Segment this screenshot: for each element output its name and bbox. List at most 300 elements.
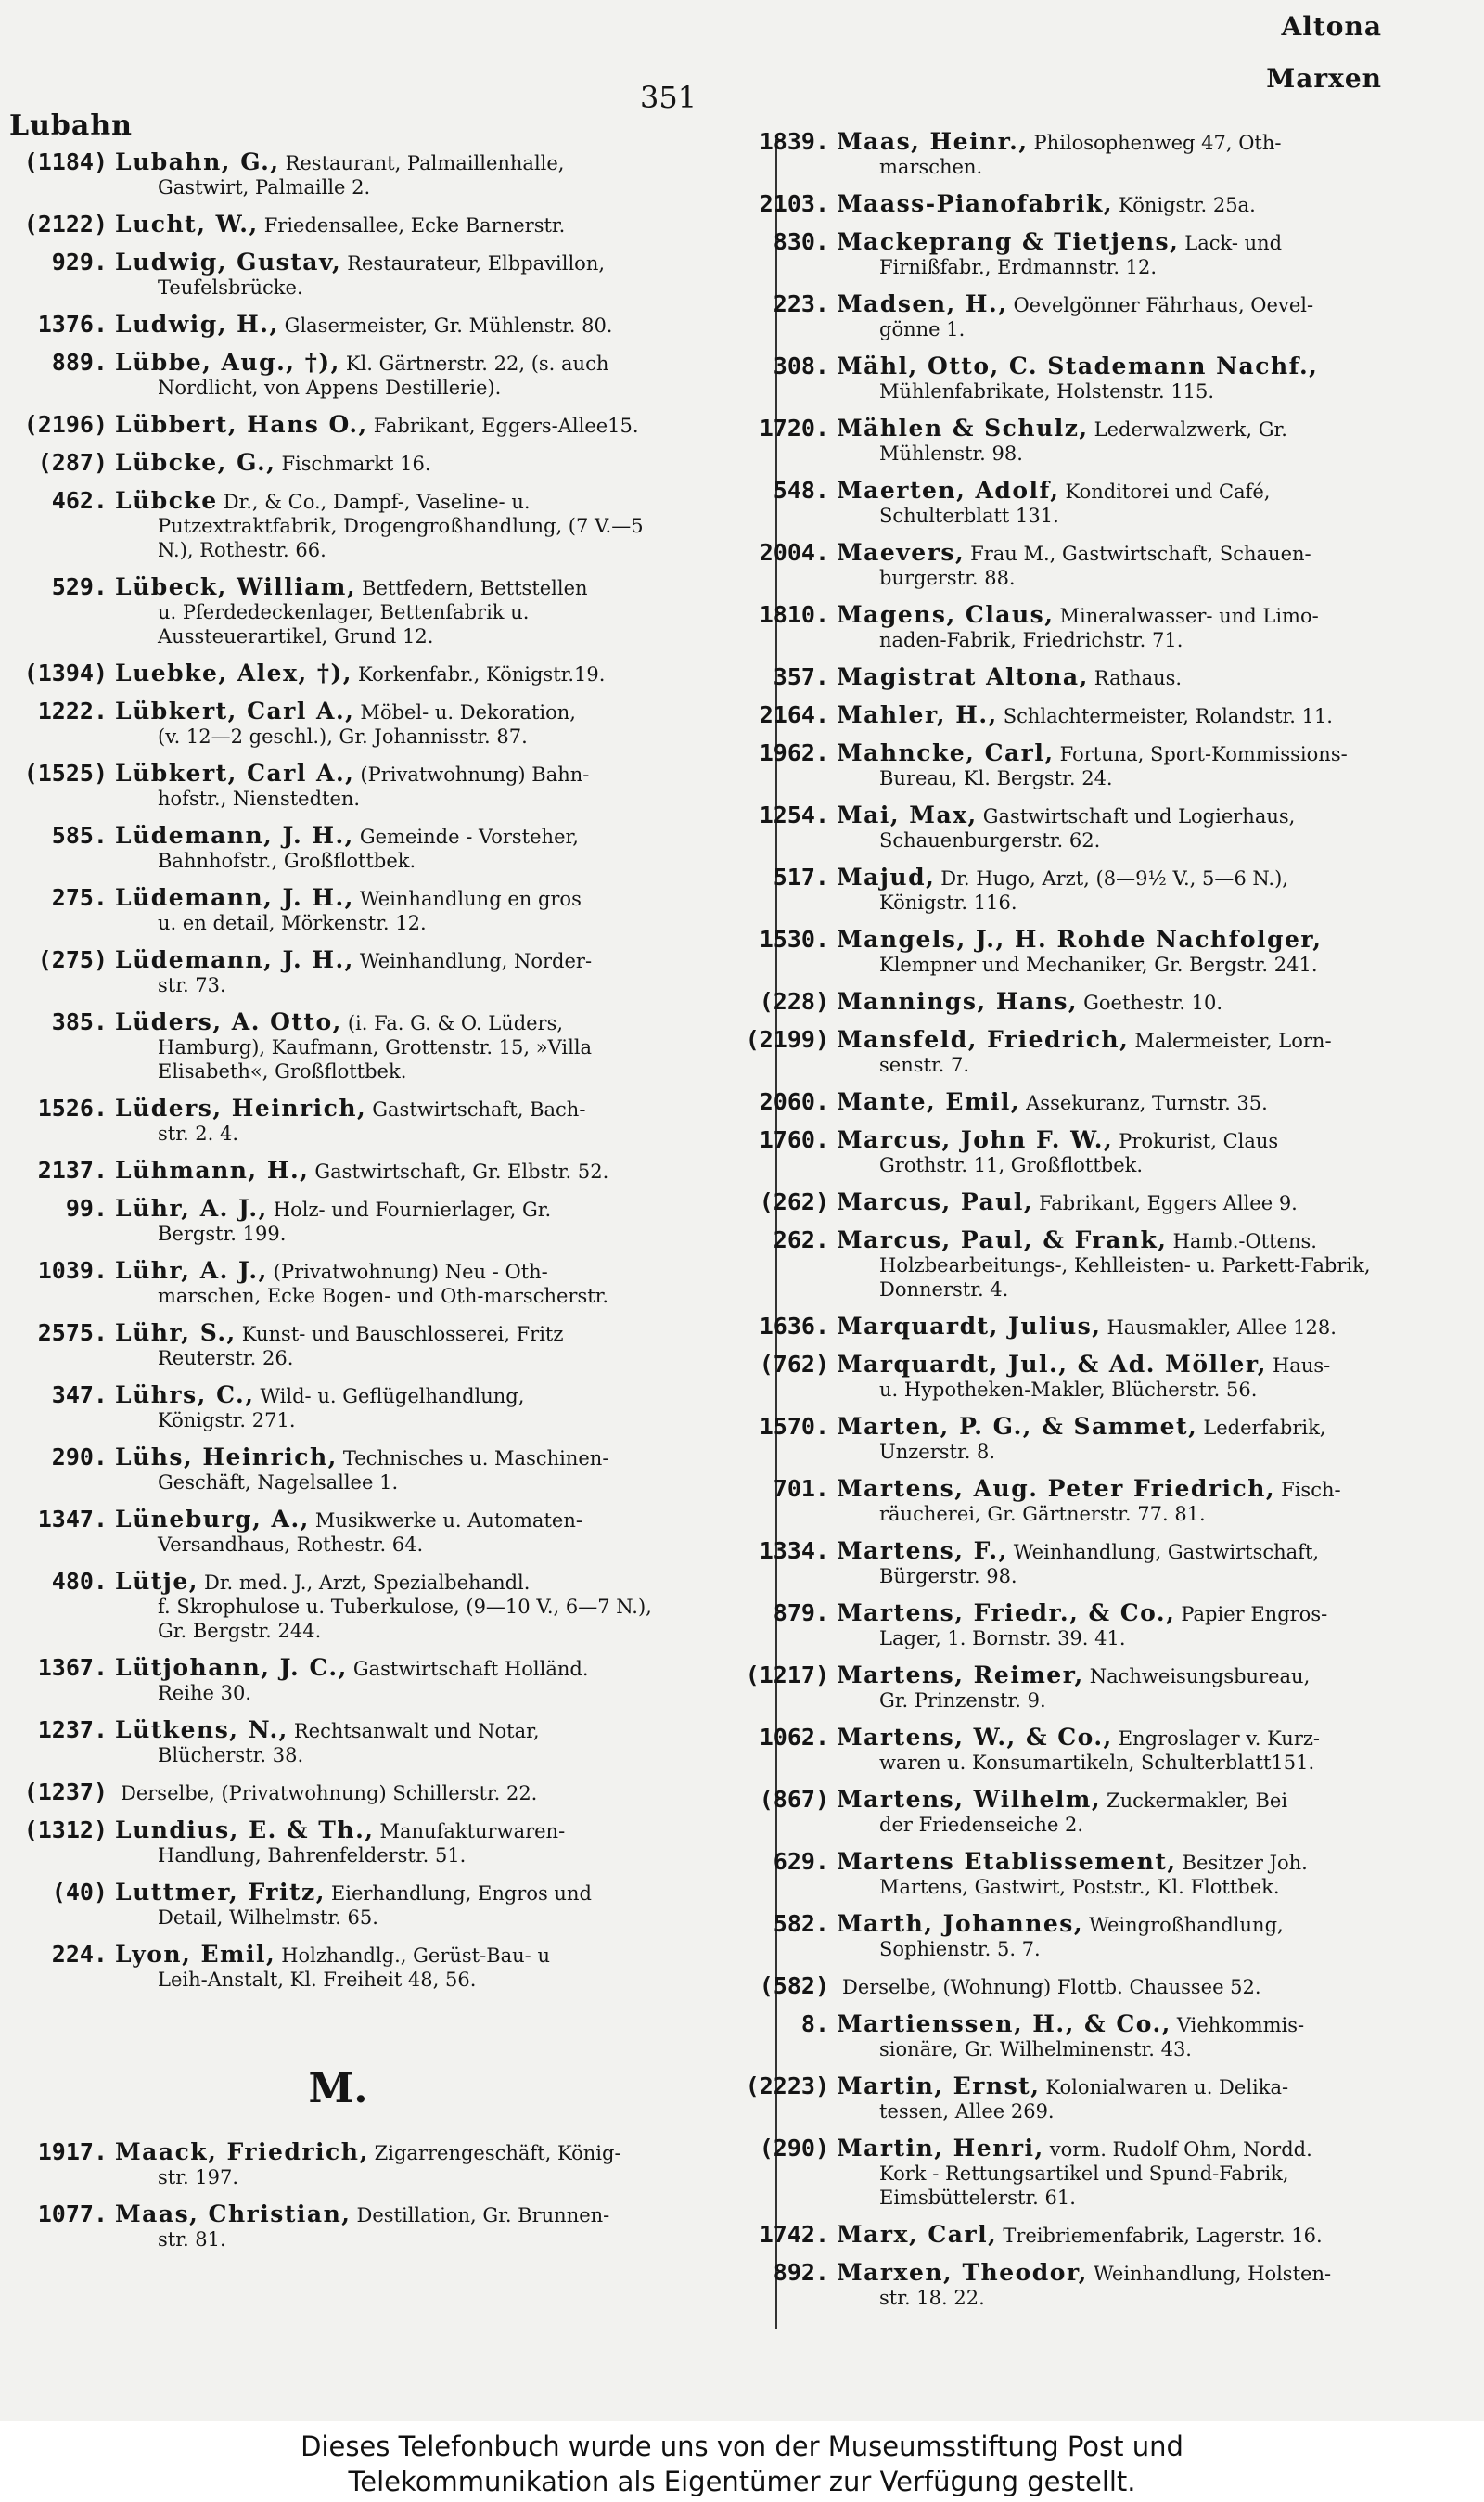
entry-detail: Fortuna, Sport-Kommissions- <box>1059 743 1348 765</box>
entry-name: Lundius, E. & Th., <box>115 1816 375 1843</box>
phone-number: 1039. <box>37 1257 108 1284</box>
entry-name: Mählen & Schulz, <box>837 415 1089 442</box>
phone-number: 224. <box>51 1941 108 1968</box>
entry-name: Lübkert, Carl A., <box>115 698 355 725</box>
directory-entry <box>11 1321 665 1370</box>
phone-number: 1742. <box>759 2221 829 2248</box>
entry-name: Marquardt, Jul., & Ad. Möller, <box>837 1351 1267 1378</box>
directory-entry <box>733 2136 1387 2210</box>
directory-entry <box>733 665 1387 690</box>
directory-entry <box>733 866 1387 915</box>
phone-number: 701. <box>773 1475 829 1502</box>
directory-entry <box>733 354 1387 404</box>
directory-entry <box>733 1974 1387 1999</box>
entry-detail: Prokurist, Claus <box>1119 1130 1279 1152</box>
phone-number: 347. <box>51 1381 108 1408</box>
directory-entry <box>11 2202 665 2252</box>
entry-continuation: Bergstr. 199. <box>158 1223 287 1245</box>
directory-entry <box>733 1315 1387 1340</box>
directory-entry <box>733 1128 1387 1177</box>
entry-name: Luttmer, Fritz, <box>115 1879 326 1905</box>
entry-continuation: Unzerstr. 8. <box>879 1441 996 1463</box>
entry-continuation: Hamburg), Kaufmann, Grottenstr. 15, »Villa Elisabeth«, Großflottbek. <box>158 1036 593 1083</box>
entry-continuation: u. Pferdedeckenlager, Bettenfabrik u. Aussteuerartikel, Grund 12. <box>158 601 530 648</box>
entry-name: Lühmann, H., <box>115 1157 310 1184</box>
left-column <box>11 150 665 2265</box>
right-running-header: Marxen <box>1266 63 1382 94</box>
entry-name: Martens, Friedr., & Co., <box>837 1599 1176 1626</box>
entry-name: Maack, Friedrich, <box>115 2138 369 2165</box>
phone-number: 1570. <box>759 1413 829 1440</box>
entry-continuation: Königstr. 116. <box>879 892 1017 914</box>
directory-entry <box>11 1718 665 1767</box>
entry-continuation: str. 197. <box>158 2166 239 2188</box>
phone-number: 1254. <box>759 802 829 828</box>
entry-continuation: tessen, Allee 269. <box>879 2100 1055 2123</box>
directory-entry <box>11 824 665 873</box>
directory-entry <box>733 1415 1387 1464</box>
directory-entry <box>11 762 665 811</box>
phone-number: 1962. <box>759 739 829 766</box>
directory-entry <box>733 703 1387 728</box>
entry-name: Marcus, John F. W., <box>837 1126 1114 1153</box>
entry-continuation: Lager, 1. Bornstr. 39. 41. <box>879 1627 1126 1649</box>
entry-detail: (Privatwohnung) Neu - Oth- <box>273 1261 548 1283</box>
phone-number: 892. <box>773 2259 829 2286</box>
entry-name: Maerten, Adolf, <box>837 477 1060 504</box>
entry-detail: Dr. med. J., Arzt, Spezialbehandl. <box>203 1572 531 1594</box>
entry-continuation: Mühlenstr. 98. <box>879 443 1023 465</box>
entry-name: Mante, Emil, <box>837 1088 1021 1115</box>
entry-detail: Assekuranz, Turnstr. 35. <box>1026 1092 1268 1114</box>
entry-name: Martens, W., & Co., <box>837 1724 1113 1751</box>
phone-number: 1526. <box>37 1095 108 1122</box>
directory-entry <box>733 1850 1387 1899</box>
directory-entry <box>11 1010 665 1084</box>
entry-detail: Derselbe, (Wohnung) Flottb. Chaussee 52. <box>842 1976 1261 1998</box>
entry-detail: Lack- und <box>1184 232 1283 254</box>
entry-continuation: Holzbearbeitungs-, Kehlleisten- u. Parkett-Fabrik, Donnerstr. 4. <box>879 1254 1371 1301</box>
entry-name: Marx, Carl, <box>837 2221 998 2248</box>
entry-name: Lübeck, William, <box>115 573 357 600</box>
entry-detail: Bettfedern, Bettstellen <box>362 577 588 599</box>
phone-number: 2060. <box>759 1088 829 1115</box>
directory-entry <box>11 948 665 997</box>
phone-number: (2122) <box>23 211 108 237</box>
entry-detail: Besitzer Joh. <box>1182 1852 1308 1874</box>
entry-detail: Kolonialwaren u. Delika- <box>1045 2076 1289 2098</box>
phone-number: 99. <box>65 1195 108 1222</box>
entry-detail: Wild- u. Geflügelhandlung, <box>260 1385 525 1407</box>
phone-number: 290. <box>51 1443 108 1470</box>
entry-detail: Eierhandlung, Engros und <box>330 1882 592 1905</box>
entry-detail: Fabrikant, Eggers Allee 9. <box>1039 1192 1298 1214</box>
entry-continuation: Bürgerstr. 98. <box>879 1565 1017 1587</box>
entry-name: Lütjohann, J. C., <box>115 1654 348 1681</box>
phone-number: 1077. <box>37 2200 108 2227</box>
entry-name: Lubahn, G., <box>115 148 280 175</box>
phone-number: 8. <box>800 2010 829 2037</box>
entry-continuation: Nordlicht, von Appens Destillerie). <box>158 377 502 399</box>
entry-detail: Manufakturwaren- <box>379 1820 566 1842</box>
entry-name: Maas, Heinr., <box>837 128 1029 155</box>
entry-continuation: (v. 12—2 geschl.), Gr. Johannisstr. 87. <box>158 725 528 748</box>
entry-name: Maevers, <box>837 539 966 566</box>
entry-continuation: str. 73. <box>158 974 226 996</box>
entry-continuation: Blücherstr. 38. <box>158 1744 304 1766</box>
entry-continuation: u. Hypotheken-Makler, Blücherstr. 56. <box>879 1379 1258 1401</box>
entry-name: Mahncke, Carl, <box>837 739 1055 766</box>
phone-number: (290) <box>759 2135 829 2162</box>
entry-detail: Gastwirtschaft, Bach- <box>372 1098 586 1121</box>
directory-entry <box>11 351 665 400</box>
directory-entry <box>733 1190 1387 1215</box>
entry-name: Maass-Pianofabrik, <box>837 190 1114 217</box>
entry-name: Lübbe, Aug., †), <box>115 349 340 376</box>
entry-name: Lübcke, G., <box>115 449 276 476</box>
phone-number: 529. <box>51 573 108 600</box>
directory-entry <box>733 479 1387 528</box>
entry-continuation: Handlung, Bahrenfelderstr. 51. <box>158 1844 467 1867</box>
phone-number: 889. <box>51 349 108 376</box>
phone-number: (867) <box>759 1786 829 1813</box>
entry-name: Lütje, <box>115 1568 198 1595</box>
entry-detail: Rechtsanwalt und Notar, <box>293 1720 540 1742</box>
entry-detail: Zigarrengeschäft, König- <box>374 2142 621 2164</box>
phone-number: (1217) <box>745 1662 829 1688</box>
entry-detail: Destillation, Gr. Brunnen- <box>356 2204 610 2226</box>
directory-entry <box>733 1912 1387 1961</box>
entry-name: Lübcke <box>115 487 218 514</box>
entry-continuation: Bahnhofstr., Großflottbek. <box>158 850 416 872</box>
phone-number: 2004. <box>759 539 829 566</box>
entry-name: Maas, Christian, <box>115 2200 352 2227</box>
directory-entry <box>11 2140 665 2189</box>
entry-name: Mangels, J., H. Rohde Nachfolger, <box>837 926 1323 953</box>
entry-continuation: Königstr. 271. <box>158 1409 296 1431</box>
directory-entry <box>11 1656 665 1705</box>
entry-name: Mai, Max, <box>837 802 978 828</box>
entry-detail: Hamb.-Ottens. <box>1172 1230 1317 1252</box>
phone-number: 1376. <box>37 311 108 338</box>
phone-number: 1760. <box>759 1126 829 1153</box>
phone-number: (1312) <box>23 1816 108 1843</box>
entry-detail: Goethestr. 10. <box>1083 992 1223 1014</box>
entry-detail: Möbel- u. Dekoration, <box>360 701 576 724</box>
entry-name: Mahler, H., <box>837 701 998 728</box>
entry-continuation: Geschäft, Nagelsallee 1. <box>158 1471 399 1494</box>
phone-number: 357. <box>773 663 829 690</box>
entry-name: Lucht, W., <box>115 211 259 237</box>
phone-number: 929. <box>51 249 108 276</box>
phone-number: (2196) <box>23 411 108 438</box>
directory-entry <box>733 1090 1387 1115</box>
directory-entry <box>11 451 665 476</box>
directory-entry <box>733 1353 1387 1402</box>
entry-detail: Holz- und Fournierlager, Gr. <box>273 1199 552 1221</box>
entry-name: Martens, F., <box>837 1537 1008 1564</box>
left-entry-list-m <box>11 2140 665 2252</box>
entry-name: Marquardt, Julius, <box>837 1313 1102 1340</box>
entry-continuation: senstr. 7. <box>879 1054 970 1076</box>
directory-entry <box>733 130 1387 179</box>
footer-line-1: Dieses Telefonbuch wurde uns von der Museumsstiftung Post und <box>301 2431 1183 2462</box>
entry-detail: Korkenfabr., Königstr.19. <box>358 663 606 686</box>
phone-number: 1367. <box>37 1654 108 1681</box>
phone-number: 629. <box>773 1848 829 1875</box>
entry-continuation: Gastwirt, Palmaille 2. <box>158 176 371 199</box>
entry-continuation: Leih-Anstalt, Kl. Freiheit 48, 56. <box>158 1969 477 1991</box>
directory-entry <box>733 928 1387 977</box>
directory-entry <box>11 1508 665 1557</box>
phone-number: (2223) <box>745 2072 829 2099</box>
entry-name: Lüders, A. Otto, <box>115 1008 342 1035</box>
entry-detail: Musikwerke u. Automaten- <box>314 1509 582 1532</box>
phone-number: 1839. <box>759 128 829 155</box>
entry-detail: Engroslager v. Kurz- <box>1118 1727 1321 1750</box>
directory-entry <box>733 2223 1387 2248</box>
entry-continuation: hofstr., Nienstedten. <box>158 788 361 810</box>
entry-detail: Weinhandlung, Holsten- <box>1094 2263 1332 2285</box>
phone-number: 517. <box>773 864 829 891</box>
entry-continuation: marschen. <box>879 156 983 178</box>
entry-detail: Weinhandlung en gros <box>359 888 582 910</box>
entry-detail: Glasermeister, Gr. Mühlenstr. 80. <box>284 314 613 337</box>
directory-entry <box>11 1880 665 1930</box>
phone-number: 1530. <box>759 926 829 953</box>
entry-detail: Hausmakler, Allee 128. <box>1107 1316 1337 1339</box>
directory-entry <box>733 1601 1387 1650</box>
phone-number: 1347. <box>37 1506 108 1533</box>
entry-detail: Nachweisungsbureau, <box>1089 1665 1311 1687</box>
entry-detail: Weinhandlung, Norder- <box>359 950 593 972</box>
phone-number: 2164. <box>759 701 829 728</box>
entry-continuation: Grothstr. 11, Großflottbek. <box>879 1154 1144 1176</box>
entry-continuation: sionäre, Gr. Wilhelminenstr. 43. <box>879 2038 1192 2060</box>
entry-continuation: waren u. Konsumartikeln, Schulterblatt151. <box>879 1751 1315 1774</box>
phone-number: (1237) <box>23 1778 108 1805</box>
entry-detail: Haus- <box>1272 1354 1331 1377</box>
phone-number: 2575. <box>37 1319 108 1346</box>
phone-number: 582. <box>773 1910 829 1937</box>
entry-detail: Fabrikant, Eggers-Allee15. <box>373 415 639 437</box>
right-column <box>733 130 1387 2323</box>
entry-detail: Viehkommis- <box>1176 2014 1305 2036</box>
entry-detail: Treibriemenfabrik, Lagerstr. 16. <box>1003 2225 1323 2247</box>
entry-detail: Kl. Gärtnerstr. 22, (s. auch <box>345 353 609 375</box>
directory-entry <box>11 250 665 300</box>
entry-name: Martens, Wilhelm, <box>837 1786 1102 1813</box>
entry-name: Martens, Aug. Peter Friedrich, <box>837 1475 1276 1502</box>
phone-number: 585. <box>51 822 108 849</box>
phone-number: 385. <box>51 1008 108 1035</box>
footer-notice <box>0 2421 1484 2502</box>
entry-name: Madsen, H., <box>837 290 1008 317</box>
entry-name: Marcus, Paul, & Frank, <box>837 1226 1168 1253</box>
entry-detail: Friedensallee, Ecke Barnerstr. <box>263 214 566 237</box>
directory-entry <box>11 489 665 562</box>
phone-number: 262. <box>773 1226 829 1253</box>
phone-number: 1222. <box>37 698 108 725</box>
entry-continuation: Reihe 30. <box>158 1682 251 1704</box>
entry-continuation: Schulterblatt 131. <box>879 505 1059 527</box>
phone-number: (275) <box>37 946 108 973</box>
entry-continuation: Sophienstr. 5. 7. <box>879 1938 1041 1960</box>
entry-detail: Kunst- und Bauschlosserei, Fritz <box>241 1323 564 1345</box>
entry-name: Marxen, Theodor, <box>837 2259 1089 2286</box>
entry-name: Ludwig, Gustav, <box>115 249 342 276</box>
entry-detail: Fisch- <box>1281 1479 1341 1501</box>
entry-name: Luebke, Alex, †), <box>115 660 352 686</box>
entry-name: Marten, P. G., & Sammet, <box>837 1413 1198 1440</box>
entry-name: Magens, Claus, <box>837 601 1055 628</box>
directory-entry <box>11 1197 665 1246</box>
entry-continuation: str. 81. <box>158 2228 226 2251</box>
directory-entry <box>11 413 665 438</box>
entry-continuation: Teufelsbrücke. <box>158 276 303 299</box>
directory-entry <box>733 1539 1387 1588</box>
entry-name: Lüdemann, J. H., <box>115 822 354 849</box>
right-entry-list <box>733 130 1387 2310</box>
entry-name: Lüdemann, J. H., <box>115 946 354 973</box>
entry-detail: Philosophenweg 47, Oth- <box>1033 132 1282 154</box>
directory-entry <box>733 1788 1387 1837</box>
directory-entry <box>11 1159 665 1184</box>
phone-number: 1810. <box>759 601 829 628</box>
entry-detail: Rathaus. <box>1094 667 1183 689</box>
phone-number: 2103. <box>759 190 829 217</box>
directory-entry <box>733 741 1387 790</box>
entry-name: Mähl, Otto, C. Stademann Nachf., <box>837 353 1319 379</box>
directory-entry <box>733 417 1387 466</box>
directory-entry <box>11 699 665 749</box>
directory-entry <box>733 2074 1387 2123</box>
directory-entry <box>11 150 665 199</box>
entry-detail: Holzhandlg., Gerüst-Bau- u <box>281 1944 550 1967</box>
entry-detail: Dr., & Co., Dampf-, Vaseline- u. <box>223 491 531 513</box>
phone-number: (1525) <box>23 760 108 787</box>
entry-continuation: str. 2. 4. <box>158 1123 239 1145</box>
phone-number: 308. <box>773 353 829 379</box>
phone-number: (762) <box>759 1351 829 1378</box>
entry-detail: Malermeister, Lorn- <box>1134 1030 1332 1052</box>
entry-name: Lüdemann, J. H., <box>115 884 354 911</box>
page-number: 351 <box>640 80 697 115</box>
entry-detail: Lederfabrik, <box>1203 1417 1326 1439</box>
entry-name: Lührs, C., <box>115 1381 255 1408</box>
entry-continuation: Detail, Wilhelmstr. 65. <box>158 1906 378 1929</box>
directory-entry <box>11 1570 665 1643</box>
directory-entry <box>11 886 665 935</box>
entry-continuation: Putzextraktfabrik, Drogengroßhandlung, (7 V.—5 N.), Rothestr. 66. <box>158 515 644 561</box>
phone-number: 275. <box>51 884 108 911</box>
directory-entry <box>733 990 1387 1015</box>
entry-detail: Weingroßhandlung, <box>1089 1914 1284 1936</box>
entry-detail: Gastwirtschaft, Gr. Elbstr. 52. <box>314 1161 609 1183</box>
directory-entry <box>11 1818 665 1867</box>
phone-number: 480. <box>51 1568 108 1595</box>
entry-name: Martienssen, H., & Co., <box>837 2010 1171 2037</box>
entry-detail: Fischmarkt 16. <box>281 453 431 475</box>
entry-continuation: u. en detail, Mörkenstr. 12. <box>158 912 427 934</box>
entry-detail: Schlachtermeister, Rolandstr. 11. <box>1003 705 1333 727</box>
entry-name: Martin, Henri, <box>837 2135 1044 2162</box>
directory-entry <box>733 230 1387 279</box>
entry-continuation: marschen, Ecke Bogen- und Oth-marscherstr. <box>158 1285 609 1307</box>
entry-name: Lüders, Heinrich, <box>115 1095 367 1122</box>
directory-entry <box>11 1943 665 1992</box>
entry-continuation: f. Skrophulose u. Tuberkulose, (9—10 V., 6—7 N.), Gr. Bergstr. 244. <box>158 1596 652 1642</box>
entry-continuation: Kork - Rettungsartikel und Spund-Fabrik, Eimsbüttelerstr. 61. <box>879 2162 1289 2209</box>
directory-entry <box>733 292 1387 341</box>
entry-detail: Mineralwasser- und Limo- <box>1059 605 1319 627</box>
phone-number: (1184) <box>23 148 108 175</box>
phone-number: 1720. <box>759 415 829 442</box>
entry-detail: Gastwirtschaft Holländ. <box>352 1658 589 1680</box>
directory-entry <box>11 1383 665 1432</box>
entry-name: Mackeprang & Tietjens, <box>837 228 1180 255</box>
phone-number: 1334. <box>759 1537 829 1564</box>
directory-entry <box>733 541 1387 590</box>
entry-detail: Gastwirtschaft und Logierhaus, <box>982 805 1296 828</box>
phone-number: (228) <box>759 988 829 1015</box>
entry-detail: (i. Fa. G. & O. Lüders, <box>347 1012 564 1034</box>
phone-number: (1394) <box>23 660 108 686</box>
entry-detail: Lederwalzwerk, Gr. <box>1094 418 1287 441</box>
entry-name: Ludwig, H., <box>115 311 279 338</box>
entry-name: Mannings, Hans, <box>837 988 1079 1015</box>
entry-name: Lühs, Heinrich, <box>115 1443 338 1470</box>
directory-entry <box>11 1445 665 1495</box>
phone-number: (262) <box>759 1188 829 1215</box>
entry-continuation: räucherei, Gr. Gärtnerstr. 77. 81. <box>879 1503 1206 1525</box>
directory-entry <box>11 313 665 338</box>
entry-name: Marth, Johannes, <box>837 1910 1084 1937</box>
directory-entry <box>11 575 665 648</box>
phone-number: 462. <box>51 487 108 514</box>
phone-number: 1062. <box>759 1724 829 1751</box>
phone-number: (582) <box>759 1972 829 1999</box>
phone-number: 2137. <box>37 1157 108 1184</box>
entry-detail: Papier Engros- <box>1181 1603 1328 1625</box>
entry-continuation: Reuterstr. 26. <box>158 1347 294 1369</box>
phone-number: (287) <box>37 449 108 476</box>
entry-detail: Zuckermakler, Bei <box>1107 1790 1288 1812</box>
entry-continuation: Firnißfabr., Erdmannstr. 12. <box>879 256 1158 278</box>
phone-number: (40) <box>51 1879 108 1905</box>
phone-number: 879. <box>773 1599 829 1626</box>
directory-entry <box>733 2261 1387 2310</box>
directory-entry <box>733 803 1387 853</box>
directory-entry <box>733 2012 1387 2061</box>
entry-detail: Frau M., Gastwirtschaft, Schauen- <box>970 543 1311 565</box>
entry-continuation: Schauenburgerstr. 62. <box>879 829 1101 852</box>
entry-continuation: Mühlenfabrikate, Holstenstr. 115. <box>879 380 1215 403</box>
phone-number: 223. <box>773 290 829 317</box>
entry-detail: Restaurateur, Elbpavillon, <box>347 252 606 275</box>
entry-detail: Oevelgönner Fährhaus, Oevel- <box>1013 294 1314 316</box>
entry-name: Lühr, S., <box>115 1319 237 1346</box>
directory-entry <box>733 1228 1387 1302</box>
entry-name: Lühr, A. J., <box>115 1195 268 1222</box>
entry-name: Lütkens, N., <box>115 1716 288 1743</box>
entry-name: Martin, Ernst, <box>837 2072 1041 2099</box>
entry-detail: Dr. Hugo, Arzt, (8—9½ V., 5—6 N.), <box>940 867 1288 890</box>
entry-continuation: der Friedenseiche 2. <box>879 1814 1084 1836</box>
phone-number: 1917. <box>37 2138 108 2165</box>
entry-continuation: Bureau, Kl. Bergstr. 24. <box>879 767 1113 789</box>
directory-entry <box>733 1477 1387 1526</box>
